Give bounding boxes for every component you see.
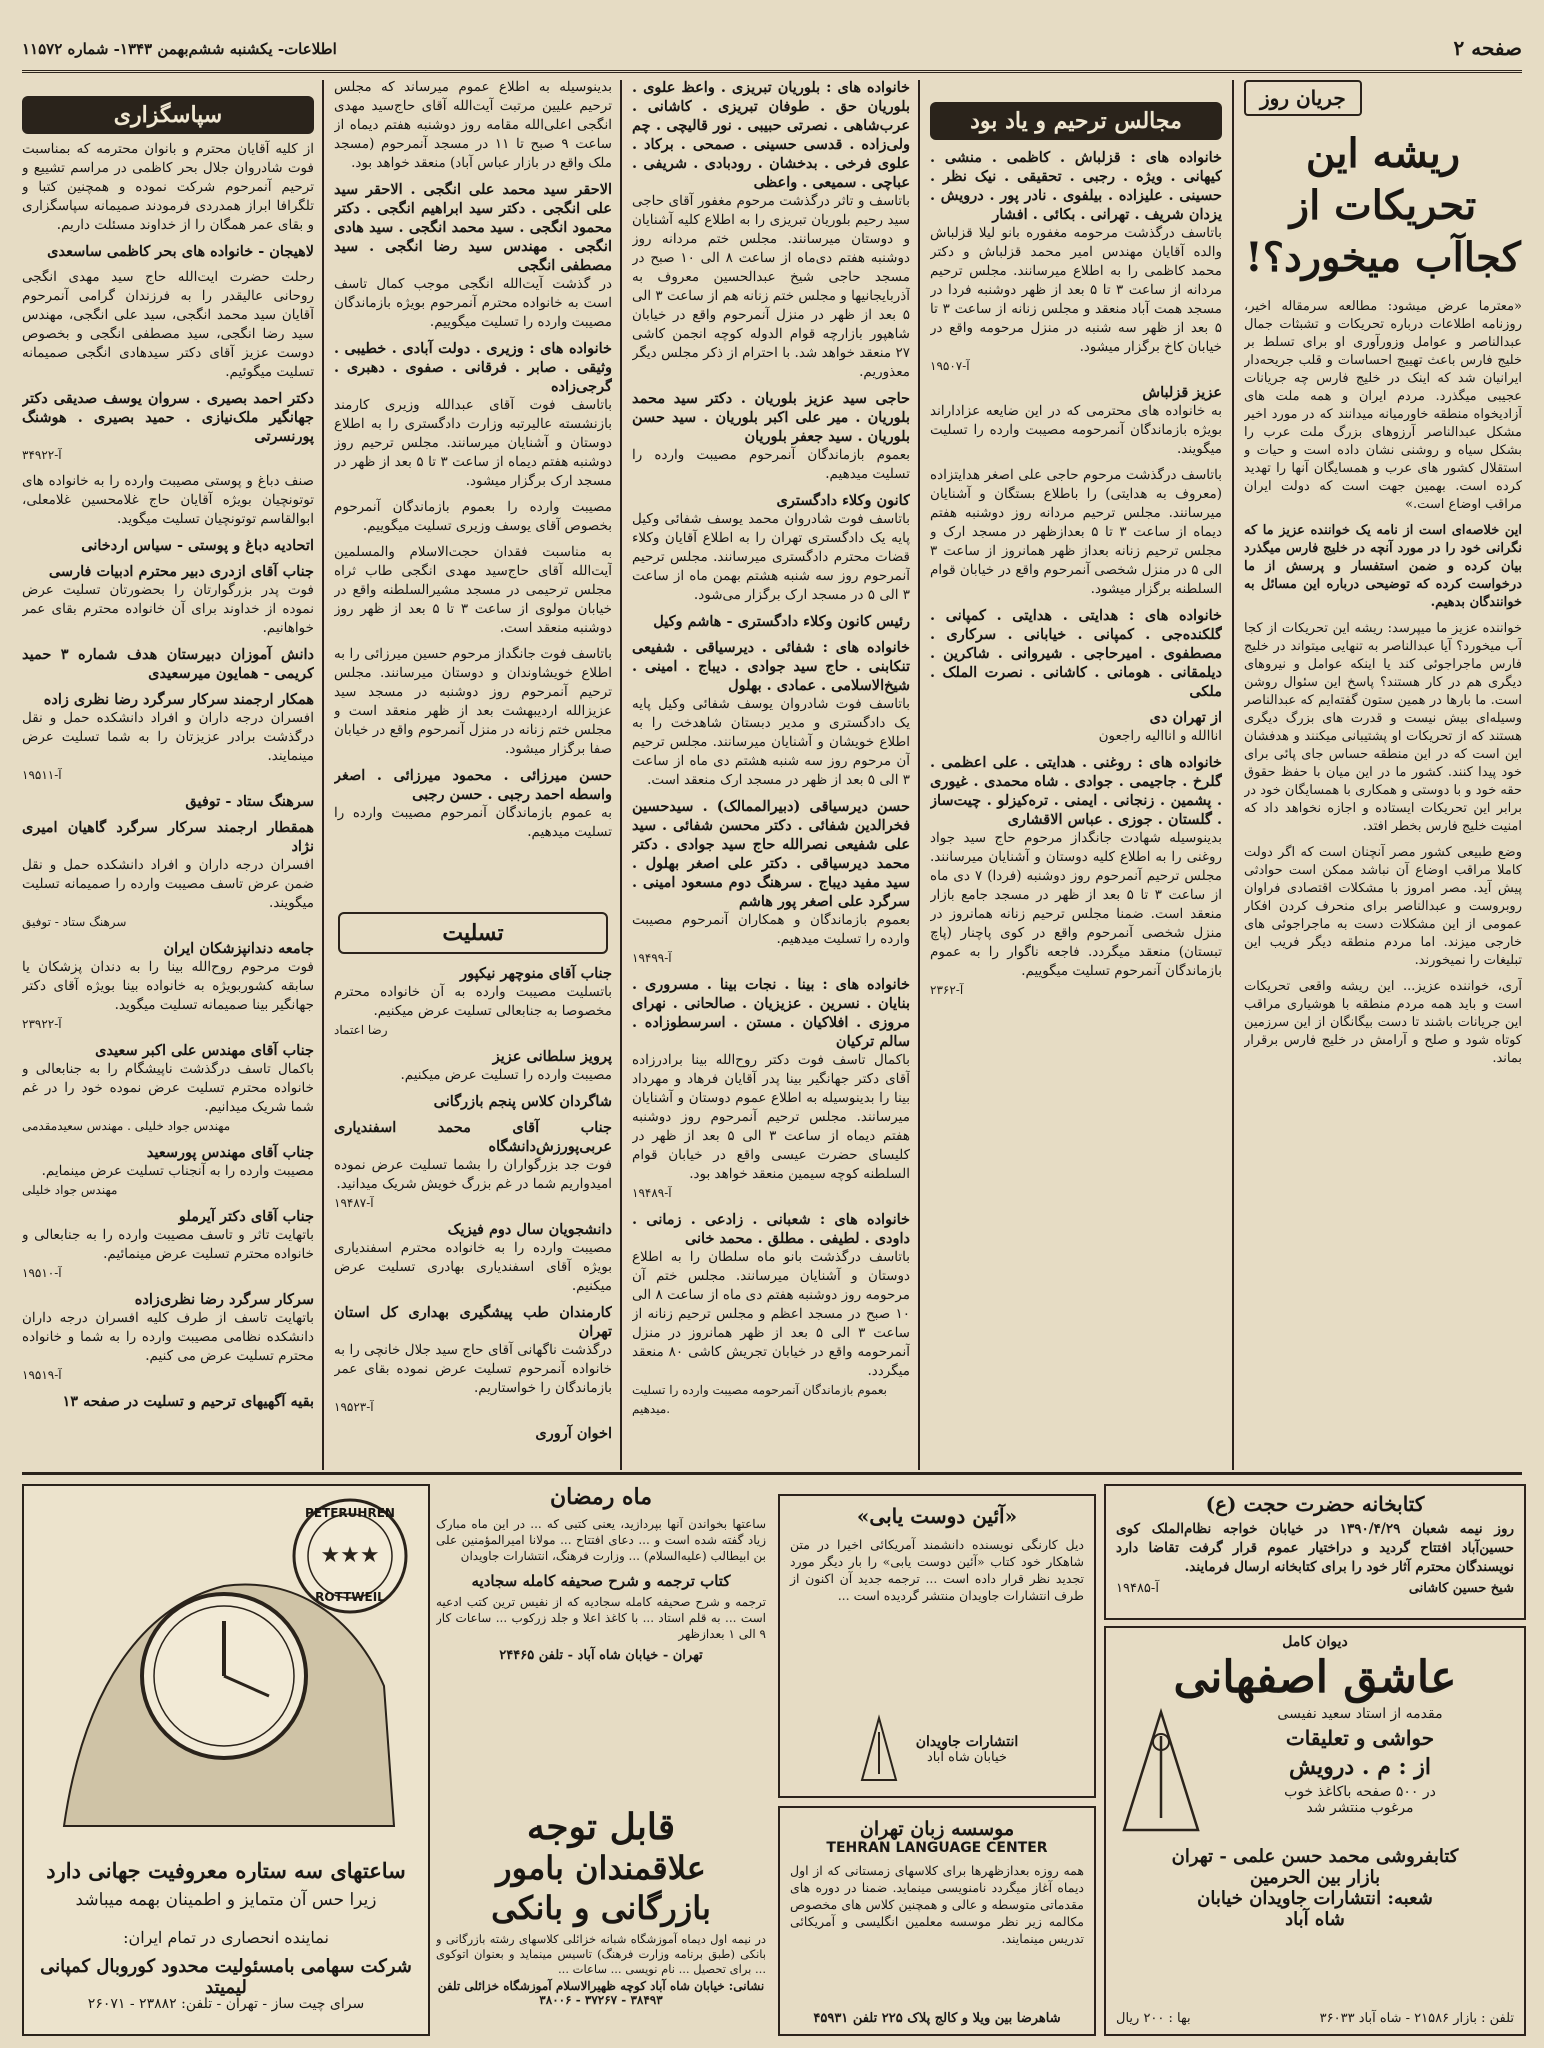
jaryan-paragraph: آری، خواننده عزیز... این ریشه واقعی تحریکات است و باید همه مردم منطقه با هوشیاری مراقب این جریانات باشند تا دست بیگانگان از این سرزمین کوتاه شود و صلح و آرامش در خلیج فارس برقرار بماند.	[1244, 979, 1522, 1066]
watch-company: شرکت سهامی بامسئولیت محدود کوروبال کمپانی لیمیتد	[40, 1956, 412, 1998]
notice-heading: جناب آقای مهندس پورسعید	[146, 1144, 314, 1161]
notice	[632, 491, 910, 605]
column-rule	[322, 80, 324, 1470]
notice	[632, 389, 910, 484]
notice-code: بعموم بازماندگان آنمرحومه مصیبت وارده را تسلیت میدهیم.	[632, 1383, 887, 1416]
notice-heading: جناب آقای منوچهر نیکپور	[460, 965, 612, 982]
tasliyat-notices	[334, 964, 612, 1443]
notice	[930, 753, 1222, 1000]
notice	[334, 766, 612, 842]
notice-heading: پرویز سلطانی عزیز	[492, 1048, 612, 1065]
notice	[930, 148, 1222, 376]
notice	[22, 818, 314, 932]
notice-text: باتاسف درگذشت مرحوم حاجی علی اصغر هدایتزاده (معروف به هدایتی) را باطلاع بستگان و آشنایان میرسانند. مجلس ترحیم مردانه روز دوشنبه هفتم دیماه از ساعت ۳ تا ۵ بعدازظهر در مسجد ارک و مجلس ترحیم زنانه بعداز ظهر همانروز از ساعت ۳ الی ۵ در منزل شخصی آنمرحوم واقع در خیابان قوام السلطنه برگزار میشود.	[930, 467, 1222, 597]
ramadan-sub-title: کتاب ترجمه و شرح صحیفه کامله سجادیه	[471, 1572, 731, 1590]
notice-heading: همکار ارجمند سرکار سرگرد رضا نظری زاده	[43, 691, 314, 708]
siasi-column	[22, 78, 314, 1466]
notice-heading: خانواده های : قزلباش . کاظمی . منشی . کیهانی . ویژه . رجبی . تحقیقی . نیک نظر . حسینی . علیزاده . بیلفوی . نادر پور . درویش . یزدان شریف . تهرانی . بکائی . افشار	[930, 149, 1222, 223]
ramadan-address: تهران - خیابان شاه آباد - تلفن ۲۴۴۶۵	[499, 1648, 703, 1663]
notice-text: باکمال تاسف فوت دکتر روح‌الله بینا برادرزاده آقای دکتر جهانگیر بینا پدر آقایان فرهاد و مهرداد بینا را بدینوسیله به اطلاع عموم دوستان و آشنایان میرسانند. مجلس ترحیم آنمرحوم روز دوشنبه هفتم دیماه از ساعت ۳ الی ۵ بعد از ظهر در کلیسای حضرت عیسی واقع در خیابان قوام السلطنه کوچه سیمین منعقد خواهد بود.	[632, 1052, 910, 1182]
ashegh-line6: کتابفروشی محمد حسن علمی - تهران	[1171, 1846, 1459, 1867]
notice	[632, 797, 910, 968]
commerce-title-2: علاقمندان بامور	[496, 1849, 706, 1887]
notice-code: رضا اعتماد	[334, 1023, 388, 1037]
notice-heading: الاحقر سید محمد علی انگجی . الاحقر سید علی انگجی . دکتر سید ابراهیم انگجی . دکتر محمود انگجی . سید محمد انگجی . سید هادی انگجی . مهندس سید رضا انگجی . سید مصطفی انگجی	[334, 181, 612, 274]
notice-text: افسران درجه داران و افراد دانشکده حمل و نقل درگذشت برادر عزیزتان را به شما تسلیت عرض مینمایند.	[22, 710, 314, 764]
notice-text: در گذشت آیت‌الله انگجی موجب کمال تاسف است به خانواده محترم آنمرحوم بویژه بازماندگان مصیبت وارده را تسلیت میگوییم.	[334, 276, 612, 330]
notice	[334, 1220, 612, 1296]
notice-code: آ-۲۳۶۲	[930, 983, 964, 997]
jaryan-paragraph: وضع طبیعی کشور مصر آنچنان است که اگر دولت کاملا مراقب اوضاع آن نباشد ممکن است حوادثی پیش آید. مصر امروز با مشکلات اقتصادی فراوان روبروست و عبدالناصر برای منحرف کردن افکار عمومی از این مشکلات دست به ماجراجوئی های خارجی میزند. اما مردم منطقه دیگر فریب این تبلیغات را نمیخورند.	[1244, 845, 1522, 968]
notice	[22, 472, 314, 529]
notice	[22, 268, 314, 382]
notice-text: باتهایت تاثر و تاسف مصیبت وارده را به جنابعالی و خانواده محترم تسلیت عرض مینمائیم.	[22, 1227, 314, 1262]
third-column	[334, 78, 612, 1466]
siasi-title: سپاسگزاری	[22, 96, 314, 134]
notice	[22, 645, 314, 683]
notice	[334, 1118, 612, 1213]
notice	[930, 383, 1222, 459]
library-code: آ-۱۹۴۸۵	[1116, 1581, 1159, 1596]
notice-code: آ-۱۹۴۸۹	[632, 1186, 672, 1200]
notice	[22, 792, 314, 811]
notice-text: به مناسبت فقدان حجت‌الاسلام والمسلمین آیت‌الله آقای حاج‌سید مهدی انگجی طاب ثراه مجلس ترحیمی در مسجد مشیرالسلطنه واقع در خیابان مولوی از ساعت ۳ تا ۵ بعد از ظهر روز دوشنبه منعقد است.	[334, 544, 612, 636]
notice-heading: خانواده های : روغنی . هدایتی . علی اعظمی . گلرخ . جاجیمی . جوادی . شاه محمدی . غیوری . پشمین . زنجانی . ایمنی . تره‌کیزلو . چیت‌ساز . گلستان . جوزی . عباس الاقشاری	[930, 754, 1222, 828]
notice-heading: خانواده های : هدایتی . هدایتی . کمپانی . گلکنده‌جی . کمپانی . خیابانی . سرکاری . مصطفوی . امیرحاجی . شیروانی . شاکرین . دیلمقانی . هومانی . کاشانی . نصرت الملک . ملکی	[930, 607, 1222, 700]
notice-heading: خانواده های : وزیری . دولت آبادی . خطیبی . وثیقی . صابر . فرقانی . صفوی . دهبری . گرجی‌زاده	[334, 340, 612, 395]
notice-text: فوت پدر بزرگوارتان را بحضورتان تسلیت عرض نموده از خداوند برای آن خانواده محترم بقای عمر خواهانیم.	[22, 582, 314, 636]
notice-text: افسران درجه داران و افراد دانشکده حمل و نقل ضمن عرض تاسف مصیبت وارده را صمیمانه تسلیت میگویند.	[22, 857, 314, 911]
notice-heading: اخوان آروری	[535, 1425, 612, 1442]
column-rule	[1232, 80, 1234, 1470]
notice-heading: خانواده های : بینا . نجات بینا . مسروری . بنایان . نسرین . عزیزیان . صالحانی . نهرای مروزی . افلاکیان . مستن . اسرسطوزاده . سالم ترکیان	[632, 976, 910, 1050]
dale-publisher-block	[916, 1734, 1019, 1765]
notice-text: فوت مرحوم روح‌الله بینا را به دندان پزشکان یا سابقه کشوربویژه به خانواده بینا بویژه آقای دکتر جهانگیر بینا صمیمانه تسلیت میگوید.	[22, 959, 314, 1013]
notice-heading: جناب آقای محمد اسفندیاری عربی‌پورزش‌دانشگاه	[334, 1119, 612, 1155]
jaryan-paragraph: این خلاصه‌ای است از نامه یک خواننده عزیز ما که نگرانی خود را در مورد آنچه در خلیج فارس میگذرد بیان کرده و ضمن استفسار و پرسش از ما درخواست کرده که توضیحی درباره این مسائل به خوانندگان بدهیم.	[1244, 523, 1522, 610]
notice	[334, 498, 612, 536]
notice	[22, 1041, 314, 1136]
watch-illustration	[24, 1486, 428, 1846]
publisher-logo-icon	[1116, 1706, 1206, 1836]
watch-rep: نماینده انحصاری در تمام ایران:	[123, 1928, 329, 1947]
notice	[22, 562, 314, 638]
notice-heading: عزیز قزلباش	[1142, 384, 1222, 401]
notice-heading: رئیس کانون وکلاء دادگستری - هاشم‌ وکیل	[653, 613, 910, 630]
dale-ad	[778, 1494, 1096, 1798]
middle-notices	[632, 78, 910, 1419]
commerce-title-1: قابل توجه	[526, 1806, 676, 1848]
majales-notices	[930, 148, 1222, 1000]
notice-code: مهندس جواد خلیلی	[22, 1183, 118, 1197]
notice-text: مصیبت وارده را تسلیت عرض میکنیم.	[400, 1067, 612, 1083]
notice-heading: دانشجویان سال دوم فیزیک	[447, 1221, 612, 1238]
notice	[632, 1210, 910, 1419]
notice-code: آ-۱۹۴۸۷	[334, 1196, 374, 1210]
commerce-title-3: بازرگانی و بانکی	[491, 1889, 711, 1927]
ashegh-line9: شاه آباد	[1285, 1909, 1345, 1930]
notice-heading: حسن میرزائی . محمود میرزائی . اصغر واسطه احمد رجبی . حسن رجبی	[334, 767, 612, 803]
notice-heading: لاهیجان - خانواده های بحر کاظمی ساسعدی	[47, 243, 314, 260]
notice-code: آ-۱۹۵۱۰	[22, 1266, 62, 1280]
notice-heading: جناب آقای دکتر آیرملو	[178, 1208, 314, 1225]
notice-text: بعموم بازماندگان و همکاران آنمرحوم مصیبت وارده را تسلیت میدهیم.	[632, 912, 910, 947]
ashegh-top: دیوان کامل	[1282, 1634, 1348, 1650]
notice-text: مصیبت وارده را به خانواده محترم اسفندیاری بویژه آقای اسفندیاری بهادری تسلیت عرض میکنیم.	[334, 1240, 612, 1294]
notice-heading: همقطار ارجمند سرکار سرگرد گاهیان امیری نژاد	[22, 819, 314, 855]
notice-heading: از تهران دی	[1149, 709, 1222, 726]
notice-code: آ-۱۹۴۹۹	[632, 951, 672, 965]
notice-heading: جناب آقای مهندس علی اکبر سعیدی	[95, 1042, 314, 1059]
notice-code: سرهنگ ستاد - توفیق	[22, 915, 127, 929]
notice	[334, 964, 612, 1040]
notice-text: فوت جد بزرگواران را بشما تسلیت عرض نموده امیدواریم شما در غم بزرگ خویش شریک میدانید.	[334, 1157, 612, 1192]
page-number: صفحه ۲	[1453, 36, 1522, 60]
ramadan-sub-text: ترجمه و شرح صحیفه کامله سجادیه که از نفیس ترین کتب ادعیه است ... به قلم استاد ... با کاغذ اعلا و جلد زرکوب ... ساعات کار ۹ الی ۱ بعدازظهر	[436, 1595, 766, 1641]
ashegh-line5: مرغوب منتشر شد	[1306, 1800, 1414, 1816]
notice-heading: حاجی سید عزیز بلوریان . دکتر سید محمد بلوریان . میر علی اکبر بلوریان . سید حسن بلوریان . سید جعفر بلوریان	[632, 390, 910, 445]
ashegh-line7: بازار بین الحرمین	[1249, 1867, 1381, 1888]
notice-code: آ-۱۹۵۲۳	[334, 1400, 374, 1414]
notice-heading: خانواده های : بلوریان تبریزی . واعظ علوی . بلوریان حق . طوفان تبریزی . کاشانی . عرب‌شاهی . نصرتی حبیبی . نور قالیچی . چم ولی‌زاده . قدسی حسینی . صمحی . برکاد . علوی فرخی . بدخشان . رودبادی . شریفی . عباچی . سمیعی . واعظی	[632, 79, 910, 191]
majales-column	[930, 78, 1222, 1466]
dale-title: «آئین دوست یابی»	[856, 1504, 1018, 1528]
commerce-ad	[436, 1806, 766, 2032]
ashegh-price: بها : ۲۰۰ ریال	[1116, 2011, 1191, 2026]
jaryan-tag: جریان روز	[1244, 80, 1362, 116]
brand-stars: ★★★	[320, 1543, 380, 1568]
watch-ad	[22, 1484, 430, 2036]
ashegh-details	[1206, 1706, 1514, 1816]
ashegh-main	[1106, 1706, 1524, 1836]
brand-name: PETERUHREN	[305, 1506, 395, 1520]
notice-heading: سرکار سرگرد رضا نظری‌زاده	[134, 1291, 314, 1308]
notice-text: باتاسف و تاثر درگذشت مرحوم مغفور آقای حاجی سید رحیم بلوریان تبریزی را به اطلاع کلیه آشنایان و دوستان میرسانند. مجلس ختم مردانه روز دوشنبه هفتم دی‌ماه از ساعت ۸ الی ۱۰ صبح در مسجد حاجی شیخ عبدالحسین معروف به آذربایجانیها و مجلس ختم زنانه هم از ساعت ۳ الی ۵ بعد از ظهر در منزل آنمرحوم واقع در خیابان شاهپور بازارچه قوام الدوله کوچه انجمن کاشی ۲۷ منعقد خواهد شد. با احترام از ذکر مجلس دیگر معذوریم.	[632, 193, 910, 380]
notice	[22, 690, 314, 785]
brand-city: ROTTWEIL	[315, 1590, 385, 1604]
column-rule	[620, 80, 622, 1470]
notice-heading: کارمندان طب پیشگیری بهداری کل استان تهران	[334, 1304, 612, 1340]
publisher-logo-icon	[856, 1714, 902, 1784]
notice-code: آ-۲۳۹۲۲	[22, 1017, 62, 1031]
ramadan-text: ساعتها بخواندن آنها بپردازید، یعنی کتبی که ... در این ماه مبارک زیاد گفته شده است و ... دعای افتتاح ... مولانا امیرالمؤمنین علی بن ابیطالب (علیه‌السلام) ... وزارت فرهنگ، انتشارات جاویدان	[436, 1517, 766, 1563]
notice-text: باتاسف درگذشت بانو ماه سلطان را به اطلاع دوستان و آشنایان میرسانند. مجلس ختم آن مرحومه روز دوشنبه هفتم دی ماه از ساعت ۸ الی ۱۰ صبح در مسجد اعظم و مجلس ترحیم زنانه از ساعت ۳ الی ۵ بعد از ظهر همانروز در منزل آنمرحومه واقع در خیابان تجریش کاشی ۸۰ منعقد میگردد.	[632, 1249, 910, 1379]
notice-text: رحلت حضرت ایت‌الله حاج سید مهدی انگجی روحانی عالیقدر را به فرزندان گرامی آنمرحوم آقایان سید محمد انگجی، سید علی انگجی، مهندس سید رضا انگجی، سید مصطفی انگجی و بخصوص دوست عزیز آقای دکتر سیدهادی انگجی صمیمانه تسلیت میگوئیم.	[22, 269, 314, 380]
notice-text: بدینوسیله به اطلاع عموم میرساند که مجلس ترحیم علیین مرتبت آیت‌الله آقای حاج‌سید مهدی انگجی اعلی‌الله مقامه روز دوشنبه هفتم دیماه از ساعت ۹ صبح تا ۱۱ در مسجد آنمرحوم (مسجد ملک واقع در بازار عباس آباد) منعقد خواهد بود.	[334, 79, 612, 171]
notice	[22, 1392, 314, 1411]
tasliyat-title: تسلیت	[338, 912, 608, 954]
library-ad	[1104, 1484, 1526, 1620]
notice	[22, 939, 314, 1034]
notice-heading: خانواده های : شعبانی . زادعی . زمانی . داودی . لطیفی . مطلق . محمد خانی	[632, 1211, 910, 1247]
notice-heading: دکتر احمد بصیری . سروان یوسف صدیقی دکتر جهانگیر ملک‌نیازی . حمید بصیری . هوشنگ پورنسرتی	[22, 390, 314, 445]
dale-publisher-address: خیابان شاه آباد	[927, 1749, 1007, 1765]
notice-code: آ-۳۴۹۲۲	[22, 448, 62, 462]
notice	[632, 78, 910, 382]
notice	[22, 1143, 314, 1200]
column-rule	[918, 80, 920, 1470]
notice	[632, 612, 910, 631]
notice-text: باکمال تاسف درگذشت ناپیشگام را به جنابعالی و خانواده محترم تسلیت عرض نموده خود را در غم شما شریک میدانیم.	[22, 1061, 314, 1115]
notice-heading: بقیه آگهیهای ترحیم و تسلیت در صفحه ۱۳	[62, 1393, 314, 1410]
ramadan-ad	[436, 1484, 766, 1794]
notice	[334, 645, 612, 759]
jaryan-paragraph: خواننده عزیز ما میپرسد: ریشه این تحریکات از کجا آب میخورد؟ آیا عبدالناصر به تنهایی میتواند در خلیج فارس ماجراجوئی کند یا اینکه عوامل و نیروهای دیگری هم در کار هستند؟ پاسخ این سئوال روشن است. ما بارها در همین ستون گفته‌ایم که عبدالناصر وسیله‌ای بیش نیست و قدرت های بزرگ دیگری هستند که از تحریکات او پشتیبانی میکنند و هدفشان این است که در این منطقه حساس جای پائی برای خود پیدا کنند. کشور ما در این میان با حفظ حقوق حقه خود و با دوستی و همکاری با همسایگان خود در برابر این تحریکات ایستاده و اجازه نخواهد داد که امنیت خلیج فارس بخطر افتد.	[1244, 621, 1522, 834]
notice	[22, 242, 314, 261]
notice	[334, 1424, 612, 1443]
ashegh-line2: حواشی و تعلیقات	[1285, 1726, 1435, 1750]
language-title-en: TEHRAN LANGUAGE CENTER	[826, 1840, 1048, 1856]
notice	[334, 1047, 612, 1085]
ashegh-title: عاشق اصفهانی	[1173, 1652, 1457, 1703]
jaryan-paragraph: «معترما عرض میشود: مطالعه سرمقاله اخیر، روزنامه اطلاعات درباره تحریکات و تشبثات جمال عبدالناصر و عوامل وزورآوری او برای تسلط بر خلیج فارس باعث تهییج احساسات و قلب جریحه‌دار ایرانیان شد که اینک در خلیج فارس چه جریانات عجیبی میگذرد. مردم ایران و همه ملت های آزادیخواه منطقه خاورمیانه میدانند که در مورد اخیر مشکل عبدالناصر آرزوهای بزرگ ملت عرب را بشکل سیاه و روشنی نشان داده است و حیات و استقلال کشور های عرب و همسایگان آنها را تهدید کرده است. بهمین جهت است که دولت ایران مراقب اوضاع است.»	[1244, 299, 1522, 512]
jaryan-title: ریشه این تحریکات از کجاآب میخورد؟!	[1245, 130, 1521, 281]
language-address: شاهرضا بین ویلا و کالج پلاک ۲۲۵ تلفن ۴۵۹۳۱	[813, 2011, 1061, 2026]
majales-title: مجالس ترحیم و یاد بود	[930, 102, 1222, 140]
notice-heading: حسن دیرسیاقی (دبیرالممالک) . سیدحسین فخرالدین شفائی . دکتر محسن شفائی . سید علی شفیعی نصرالله حاج سید جوادی . دکتر محمد دیرسیاقی . دکتر علی اصغر بهلول . سید مفید دیباج . سرهنگ دوم مسعود امینی . سرگرد علی اصغر پور هاشم	[632, 798, 910, 910]
notice-text: صنف دباغ و پوستی مصیبت وارده را به خانواده های توتونچیان بویژه آقایان حاج غلامحسین غلامعلی، ابوالقاسم توتونچیان تسلیت میگوید.	[22, 473, 314, 527]
notice	[22, 1207, 314, 1283]
notice-text: به عموم بازماندگان آنمرحوم مصیبت وارده را تسلیت میدهیم.	[334, 805, 612, 840]
notice	[22, 140, 314, 235]
ashegh-ad	[1104, 1626, 1526, 2036]
dateline: اطلاعات- یکشنبه ششم‌بهمن ۱۳۴۳- شماره ۱۱۵۷۲	[22, 40, 337, 58]
notice-code: آ-۱۹۵۱۹	[22, 1368, 62, 1382]
ashegh-line8: شعبه: انتشارات جاویدان خیابان	[1197, 1888, 1433, 1909]
library-text: روز نیمه شعبان ۱۳۹۰/۴/۲۹ در خیابان خواجه نظام‌الملک کوی حسین‌آباد افتتاح گردید و دراختیار عموم قرار گرفت تقاضا دارد نویسندگان محترم آثار خود را برای کتابخانه ارسال فرمایند.	[1116, 1521, 1514, 1575]
notice-code: مهندس جواد خلیلی . مهندس سعید‌مقدمی	[22, 1119, 231, 1133]
notice-text: از کلیه آقایان محترم و بانوان محترمه که بمناسبت فوت شادروان جلال بحر کاظمی در مراسم تشییع و ترحیم آنمرحوم شرکت نموده و همچنین کتبا و تلگرافا ابراز همدردی فرمودند صمیمانه سپاسگزاری و بقای عمر همگان را از خداوند مسئلت داریم.	[22, 141, 314, 233]
notice-text: باتاسف فوت شادروان محمد یوسف شفائی وکیل پایه یک دادگستری تهران را به اطلاع آقایان وکلاء قضات محترم دادگستری میرسانند. مجلس ترحیم آنمرحوم روز سه شنبه هشتم بهمن ماه از ساعت ۳ الی ۵ در مسجد ارک برگزار می‌شود.	[632, 511, 910, 603]
commerce-text: در نیمه اول دیماه آموزشگاه شبانه خزائلی کلاسهای رشته بازرگانی و بانکی (طبق برنامه وزارت فرهنگ) تاسیس مینماید و بعنوان اتوکوی ... برای تحصیل ... نام نویسی ... ساعات ...	[436, 1932, 766, 1976]
notice-heading: خانواده های : شفائی . دیرسیاقی . شفیعی تنکابنی . حاج سید جوادی . دیباج . امینی . شیخ‌الاسلامی . عمادی . بهلول	[632, 639, 910, 694]
jaryan-column	[1244, 78, 1522, 1466]
notice-text: باتاسف فوت آقای عبدالله وزیری کارمند بازنشسته عالیرتبه وزارت دادگستری را به اطلاع دوستان و آشنایان میرسانند. مجلس ترحیم روز دوشنبه هفتم دیماه از ساعت ۳ تا ۵ بعد از ظهر در مسجد ارک برگزار میشود.	[334, 397, 612, 489]
notice	[930, 708, 1222, 746]
notice	[22, 536, 314, 555]
library-title: کتابخانه حضرت حجت (ع)	[1205, 1492, 1425, 1516]
ashegh-footer	[1116, 2011, 1514, 2026]
ashegh-line4: در ۵۰۰ صفحه باکاغذ خوب	[1284, 1784, 1436, 1800]
page-header	[22, 30, 1522, 73]
language-text: همه روزه بعدازظهرها برای کلاسهای زمستانی که از اول دیماه آغاز میگردد نامنویسی مینماید. ضمنا در دوره های مقدماتی متوسطه و عالی و همچنین کلاس های مخصوص مکالمه زیر نظر موسسه معلمین انگلیسی و آمریکائی تدریس مینمایند.	[790, 1863, 1084, 1946]
notice	[930, 466, 1222, 599]
middle-column	[632, 78, 910, 1466]
watch-slogan2: زیرا حس آن متمایز و اطمینان بهمه میباشد	[75, 1890, 377, 1910]
notice-heading: جامعه دندانپزشکان ایران	[163, 940, 314, 957]
notice-text: باتاسف درگذشت مرحومه مغفوره بانو لیلا قزلباش والده آقایان مهندس امیر محمد قزلباش و دکتر محمد کاظمی را به اطلاع میرسانند. مجلس ترحیم مردانه از ساعت ۳ تا ۵ بعد از ظهر دوشنبه فردا در مسجد همت آباد منعقد و مجلس زنانه از ساعت ۳ تا ۵ بعد از ظهر سه شنبه در منزل مرحومه واقع در خیابان کاخ برگزار میشود.	[930, 225, 1222, 355]
ramadan-title: ماه رمضان	[549, 1484, 653, 1510]
watch-address: سرای چیت ساز - تهران - تلفن: ۲۳۸۸۲ - ۲۶۰۷۱	[87, 1996, 365, 2012]
dale-text: دیل کارنگی نویسنده دانشمند آمریکائی اخیرا در متن شاهکار خود کتاب «آئین دوست یابی» را بار دیگر مورد تجدید نظر قرار داده است ... ترجمه جدید آن اکنون از طرف انتشارات جاویدان منتشر گردیده است ...	[790, 1537, 1084, 1603]
notice	[334, 543, 612, 638]
language-title-fa: موسسه زبان تهران	[859, 1818, 1015, 1840]
notice-text: اناالله و اناالیه راجعون	[1098, 728, 1222, 744]
notice-text: مصیبت وارده را به آنجناب تسلیت عرض مینمایم.	[41, 1163, 314, 1179]
library-sign: شیخ حسین کاشانی	[1408, 1581, 1514, 1596]
notice	[334, 78, 612, 173]
ashegh-line3: از : م . درویش	[1289, 1754, 1431, 1780]
notice-heading: شاگردان کلاس پنجم بازرگانی	[433, 1093, 612, 1110]
notice-heading: کانون وکلاء دادگستری	[776, 492, 910, 509]
notice-text: مصیبت وارده را بعموم بازماندگان آنمرحوم بخصوص آقای یوسف وزیری تسلیت میگوییم.	[334, 499, 612, 534]
ashegh-phones: تلفن : بازار ۲۱۵۸۶ - شاه آباد ۳۶۰۳۳	[1319, 2011, 1514, 2026]
language-ad	[778, 1806, 1096, 2036]
notice-code: آ-۱۹۵۱۱	[22, 768, 62, 782]
notice	[334, 180, 612, 332]
dale-publisher: انتشارات جاویدان	[915, 1733, 1019, 1750]
ashegh-line1: مقدمه از استاد سعید نفیسی	[1277, 1706, 1443, 1722]
notice	[22, 1290, 314, 1385]
siasi-notices	[22, 140, 314, 1411]
notice-text: باتهایت تاسف از طرف کلیه افسران درجه داران دانشکده نظامی مصیبت وارده را به شما و خانواده محترم تسلیت عرض می کنیم.	[22, 1310, 314, 1364]
notice-text: به خانواده های محترمی که در این ضایعه عزاداراند بویژه بازماندگان آنمرحومه مصیبت وارده را تسلیت میگویند.	[930, 403, 1222, 457]
notice-code: آ-۱۹۵۰۷	[930, 359, 970, 373]
watch-slogan: ساعتهای سه ستاره معروفیت جهانی دارد	[46, 1858, 406, 1883]
notice-text: باتاسف فوت جانگداز مرحوم حسین میرزائی را به اطلاع خویشاوندان و دوستان میرسانند. مجلس ترحیم آنمرحوم روز دوشنبه در مسجد سید عزیزالله اردیبهشت بعد از ظهر منعقد است و مجلس ختم زنانه در منزل آنمرحوم واقع در خیابان صفا برگزار میشود.	[334, 646, 612, 757]
notice-text: باتسلیت مصیبت وارده به آن خانواده محترم مخصوصا به جنابعالی تسلیت عرض میکنیم.	[334, 984, 612, 1019]
notice-text: باتاسف فوت شادروان یوسف شفائی وکیل پایه یک دادگستری و مدیر دبستان شاهدخت را به اطلاع خویشان و آشنایان میرسانند. مجلس ترحیم آن مرحوم روز سه شنبه هشتم دی ماه از ساعت ۳ الی ۵ بعد از ظهر در مسجد ارک منعقد است.	[632, 696, 910, 788]
third-notices	[334, 78, 612, 898]
notice-text: بدینوسیله شهادت جانگداز مرحوم حاج سید جواد روغنی را به اطلاع کلیه دوستان و آشنایان میرسانند. مجلس ترحیم آنمرحوم روز دوشنبه (فردا) ۷ دی ماه از ساعت ۳ تا ۵ بعد از ظهر در مسجد جامع بازار منعقد است. ضمنا مجلس ترحیم زنانه همانروز در منزل شخصی آنمرحوم واقع در کوی پاچنار (پاچ تبستان) منعقد میگردد. فاجعه ناگوار را به عموم بازماندگان آنمرحوم تسلیت میگوییم.	[930, 830, 1222, 979]
notice	[632, 975, 910, 1203]
notice-heading: جناب آقای ازدری دبیر محترم ادبیات فارسی	[48, 563, 314, 580]
commerce-address: نشانی: خیابان شاه آباد کوچه ظهیرالاسلام آموزشگاه خزائلی تلفن ۳۸۴۹۳ - ۳۷۲۶۷ - ۳۸۰۰۶	[437, 1979, 765, 2007]
notice-heading: اتحادیه دباغ و پوستی - سیاس اردخانی	[81, 537, 314, 554]
notice	[334, 1092, 612, 1111]
notice-heading: سرهنگ ستاد - توفیق	[185, 793, 314, 810]
notice	[334, 1303, 612, 1417]
dale-footer	[780, 1714, 1094, 1784]
notice	[930, 606, 1222, 701]
notice	[632, 638, 910, 790]
notice	[22, 389, 314, 465]
library-footer	[1106, 1581, 1524, 1596]
notice-heading: دانش آموزان دبیرستان هدف شماره ۳ حمید کریمی - همایون میرسعیدی	[22, 646, 314, 682]
notice-text: درگذشت ناگهانی آقای حاج سید جلال خانچی را به خانواده آنمرحوم تسلیت عرض نموده بقای عمر بازماندگان را خواستاریم.	[334, 1342, 612, 1396]
notice-text: بعموم بازماندگان آنمرحوم مصیبت وارده را تسلیت میدهیم.	[632, 447, 910, 482]
section-rule	[22, 1472, 1522, 1475]
notice	[334, 339, 612, 491]
